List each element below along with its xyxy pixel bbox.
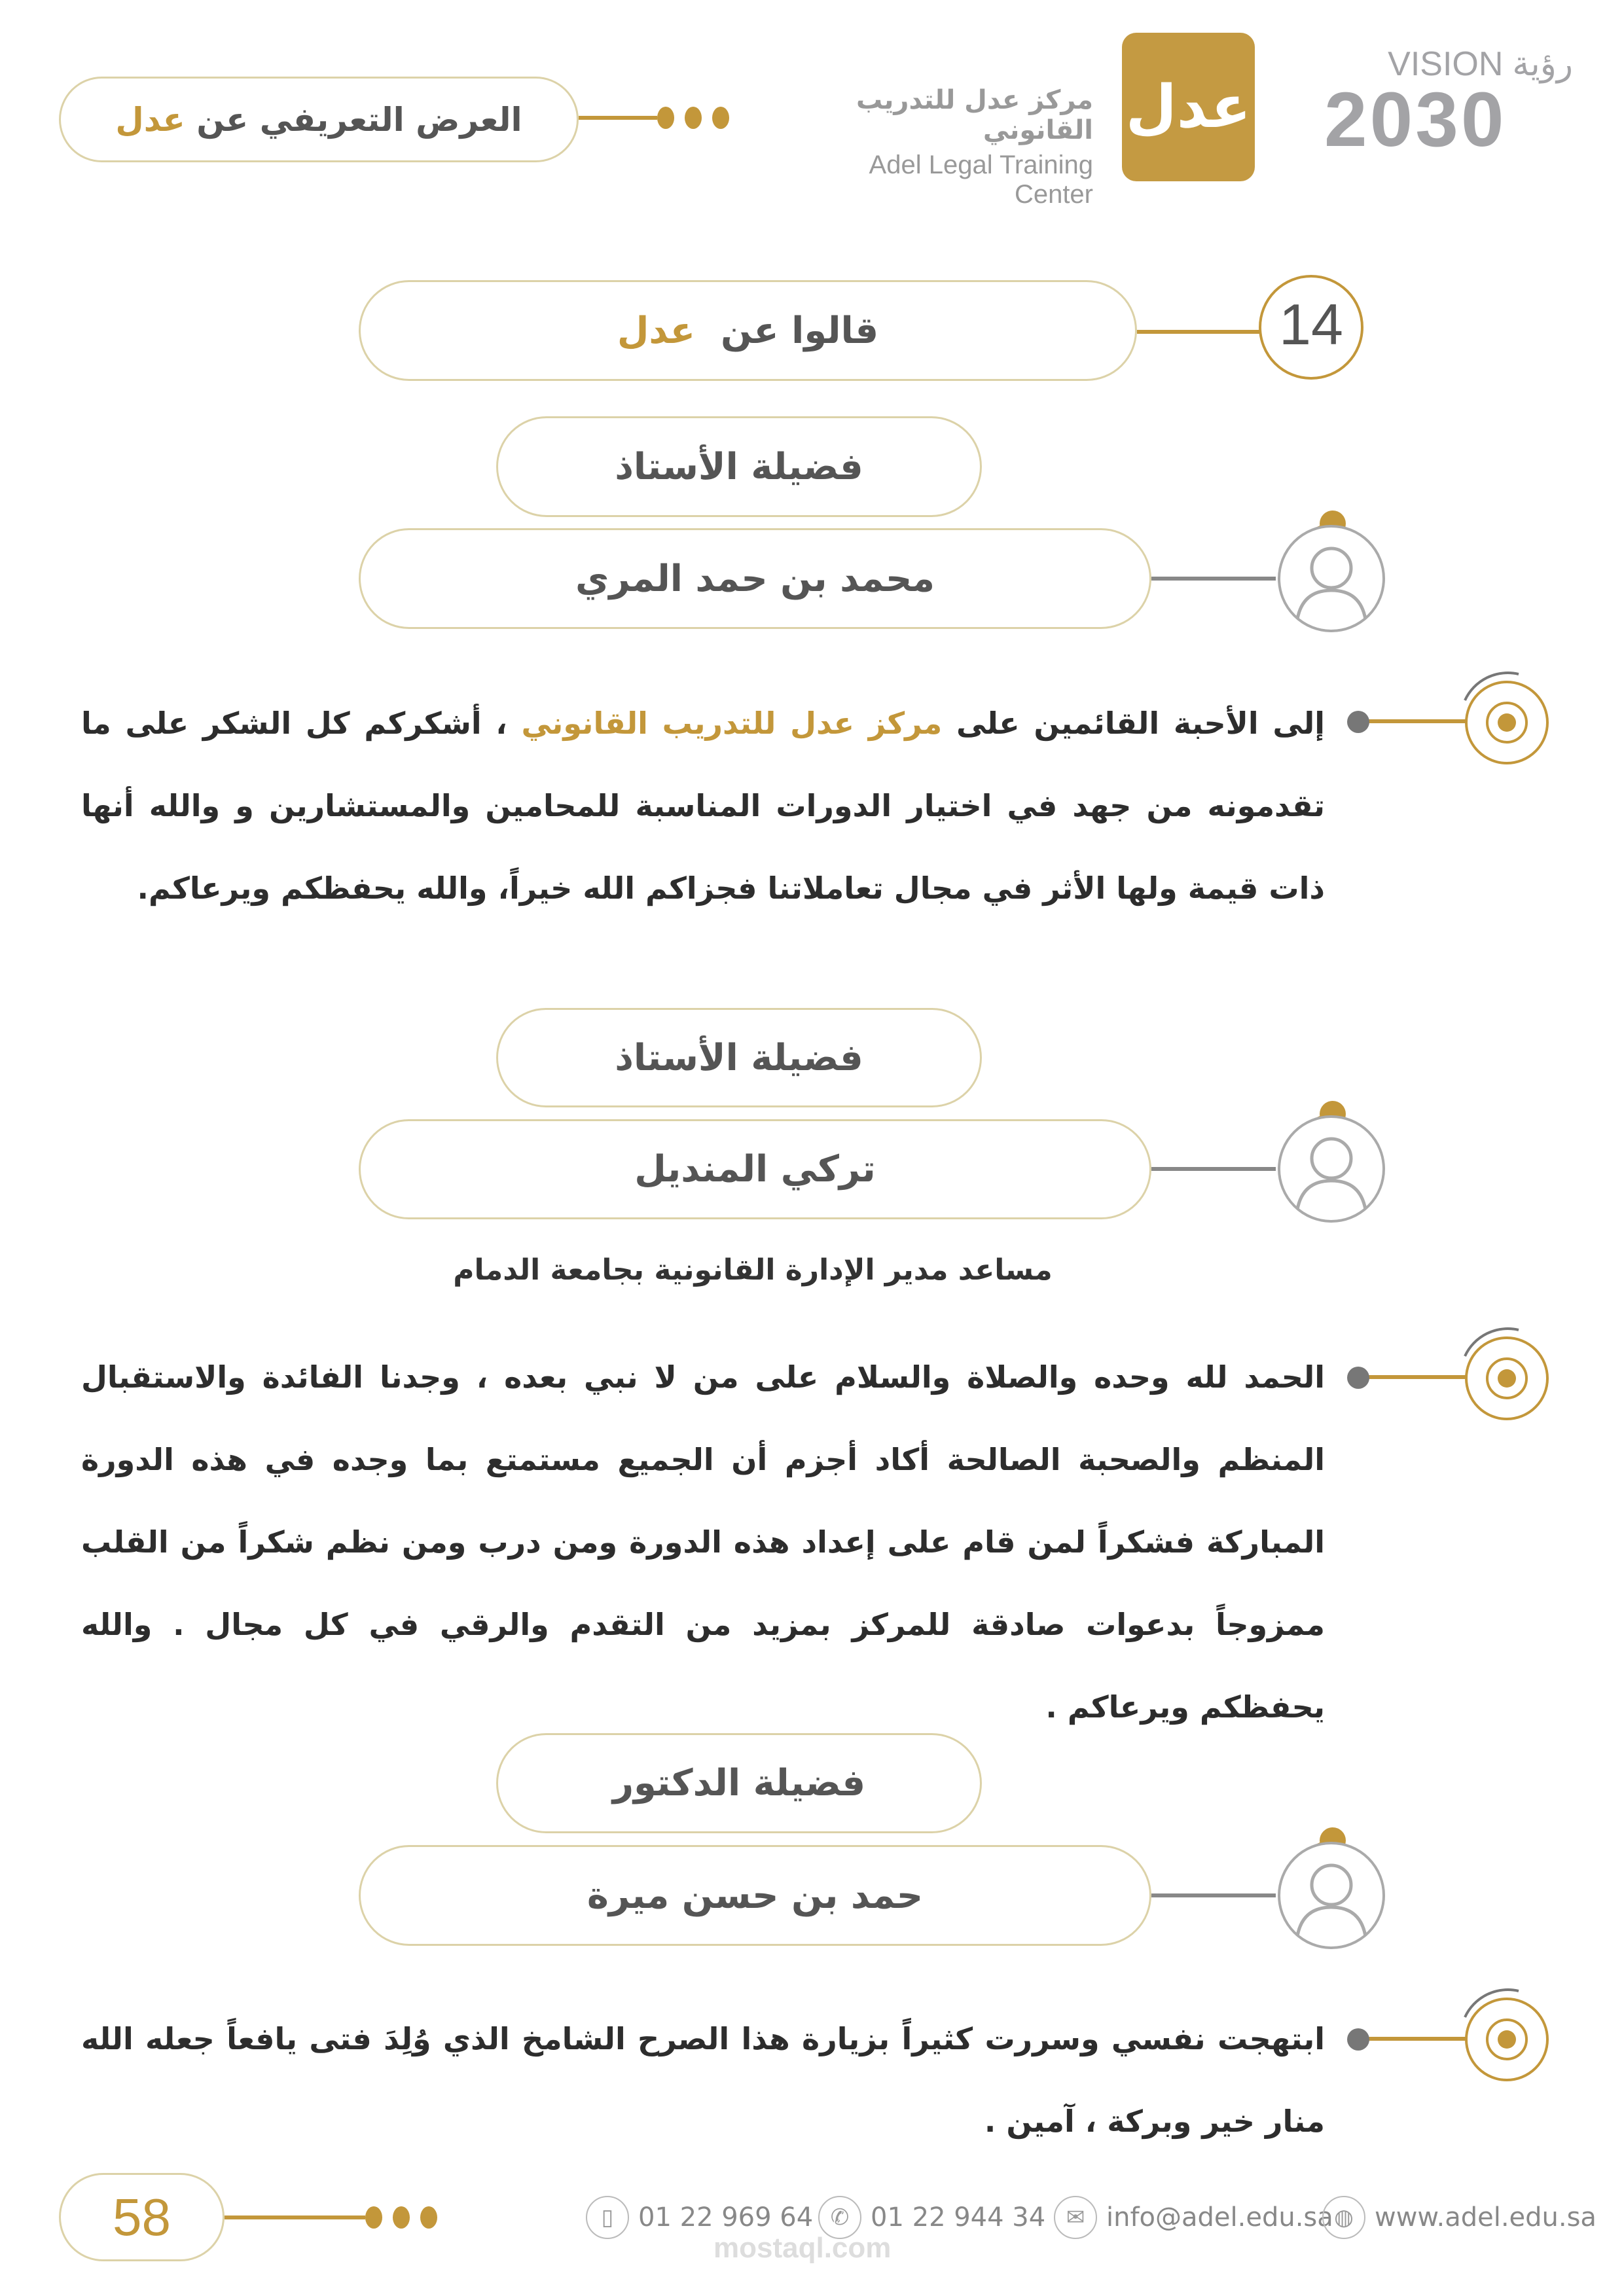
- testimonial-text-3: ابتهجت نفسي وسررت كثيراً بزيارة هذا الصرح الشامخ الذي وُلِدَ فتى يافعاً جعله الله منار خير وبركة ، آمين .: [81, 2021, 1325, 2139]
- target-icon: [1447, 1317, 1564, 1435]
- testimonial-text-2: الحمد لله وحده والصلاة والسلام على من لا نبي بعده ، وجدنا الفائدة والاستقبال المنظم والصحبة الصالحة أكاد أجزم أن الجميع مستمتع بما وجده في هذه الدورة المباركة فشكراً لمن قام على إعداد هذه الدورة ومن درب ومن نظم شكراً من القلب ممزوجاً بدعوات صادقة للمركز بمزيد من التقدم والرقي في كل مجال . والله يحفظكم ويرعاكم .: [81, 1359, 1325, 1725]
- name-3: حمد بن حسن ميرة: [359, 1845, 1151, 1946]
- banner-prefix: العرض التعريفي عن: [196, 100, 522, 139]
- phone-icon: ✆: [818, 2196, 861, 2239]
- target-icon: [1447, 1978, 1564, 2096]
- name-1: محمد بن حمد المري: [359, 528, 1151, 629]
- contact-email[interactable]: ✉ info@adel.edu.sa: [1054, 2196, 1333, 2239]
- page-number: 58: [59, 2173, 225, 2261]
- honorific-3: فضيلة الدكتور: [496, 1733, 982, 1833]
- bullet-dot: [1347, 1367, 1369, 1389]
- logo-arabic: مركز عدل للتدريب القانوني: [856, 85, 1093, 145]
- banner-highlight: عدل: [115, 100, 185, 139]
- honorific-1: فضيلة الأستاذ: [496, 416, 982, 517]
- position-2: مساعد مدير الإدارة القانونية بجامعة الدمام: [453, 1253, 1053, 1287]
- logo-english: Adel Legal Training Center: [869, 151, 1093, 209]
- bullet-dot: [1347, 711, 1369, 733]
- page-connector: [225, 2215, 365, 2219]
- bullet-dot: [1347, 2028, 1369, 2051]
- adel-logo: عدل: [1122, 33, 1255, 181]
- avatar-icon: [1257, 1814, 1401, 1958]
- dot: [393, 2206, 410, 2229]
- contact-phone[interactable]: ✆ 01 22 944 34: [818, 2196, 1045, 2239]
- vision-2030-logo: VISION رؤية 2030: [1324, 45, 1573, 163]
- avatar-icon: [1257, 497, 1401, 641]
- globe-icon: ◍: [1322, 2196, 1365, 2239]
- dot: [420, 2206, 437, 2229]
- email-icon: ✉: [1054, 2196, 1097, 2239]
- dot: [365, 2206, 382, 2229]
- section-number: 14: [1279, 292, 1343, 357]
- contact-website[interactable]: ◍ www.adel.edu.sa: [1322, 2196, 1597, 2239]
- dot: [685, 107, 702, 129]
- testimonial-text-1: إلى الأحبة القائمين على مركز عدل للتدريب القانوني ، أشكركم كل الشكر على ما تقدمونه من جهد في اختيار الدورات المناسبة للمحامين والمستشارين و والله أنها ذات قيمة ولها الأثر في مجال تعاملاتنا فجزاكم الله خيراً، والله يحفظكم ويرعاكم.: [81, 706, 1325, 906]
- dot: [712, 107, 729, 129]
- dot: [657, 107, 674, 129]
- presentation-banner: [59, 77, 579, 162]
- avatar-icon: [1257, 1088, 1401, 1232]
- target-icon: [1447, 661, 1564, 779]
- name-2: تركي المنديل: [359, 1119, 1151, 1219]
- mobile-icon: ▯: [586, 2196, 629, 2239]
- honorific-2: فضيلة الأستاذ: [496, 1008, 982, 1107]
- watermark: mostaql.com: [713, 2232, 892, 2264]
- contact-mobile[interactable]: ▯ 01 22 969 64: [586, 2196, 813, 2239]
- banner-connector: [579, 116, 657, 120]
- section-title: قالوا عن عدل: [359, 280, 1137, 381]
- center-logo-text: [792, 85, 1093, 209]
